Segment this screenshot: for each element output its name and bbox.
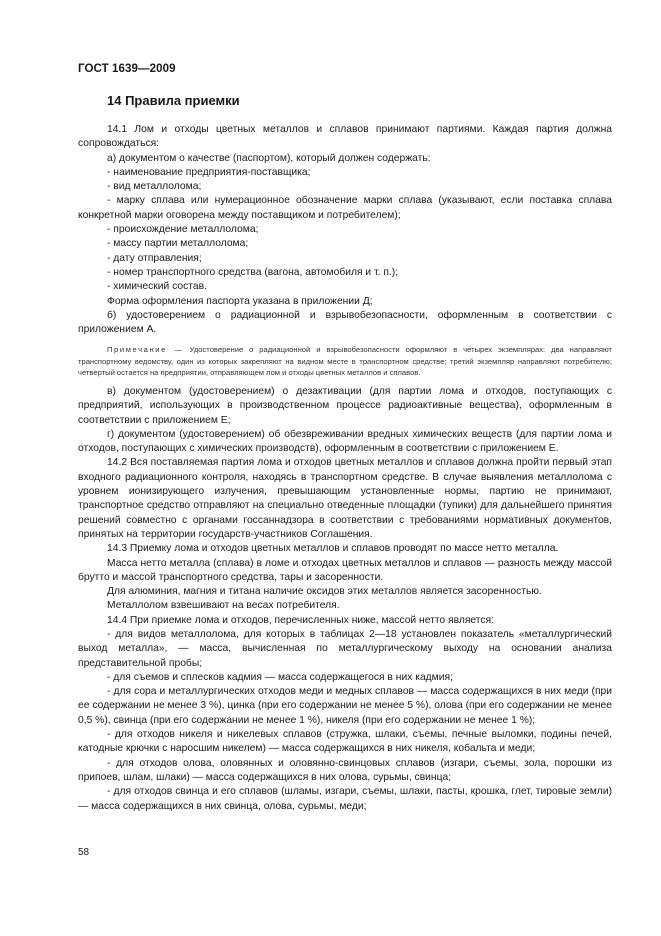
paragraph: 14.4 При приемке лома и отходов, перечисленных ниже, массой нетто является: xyxy=(107,614,494,626)
note xyxy=(78,344,612,379)
note-text: Удостоверение о радиационной и взрывобезопасности оформляют в четырех экземплярах: два направляют транспортному ведомству, один из которых закрепляют на видном месте в транспортном средстве; третий экземпляр направляют потребителю; четвертый остается на предприятии, отправляющем лом и отходы цветных металлов и сплавов. xyxy=(78,345,613,378)
list-item: - для съемов и сплесков кадмия — масса содержащегося в них кадмия; xyxy=(107,671,453,683)
list-item: - для видов металлолома, для которых в таблицах 2—18 установлен показатель «металлургический выход металла», — масса, вычисленная по металлургическому выходу на основании анализа представительной пробы; xyxy=(78,629,612,669)
paragraph: г) документом (удостоверением) об обезвреживании вредных химических веществ (для партии лома и отходов, поступающих с химических производств), оформленным в соответствии с приложением Е. xyxy=(78,428,612,455)
list-item: - для отходов свинца и его сплавов (шламы, изгари, съемы, шлаки, пасты, крошка, глет, тировые земли) — масса содержащихся в них свинца, олова, сурьмы, меди; xyxy=(78,786,612,812)
list-item: - для отходов олова, оловянных и оловянно-свинцовых сплавов (изгари, съемы, зола, порошки из припоев, шлам, шлаки) — масса содержащихся в них олова, сурьмы, свинца; xyxy=(78,757,612,783)
paragraph: 14.1 Лом и отходы цветных металлов и сплавов принимают партиями. Каждая партия должна сопровождаться: xyxy=(78,124,612,150)
paragraph: Для алюминия, магния и титана наличие оксидов этих металлов является засоренностью. xyxy=(107,586,542,598)
list-item: - для сора и металлургических отходов меди и медных сплавов — масса содержащихся в них меди (при ее содержании не менее 3 %), цинка (при его содержании не менее 5 %), олова (при его содержании не менее 0,5 %), свинца (при его содержании не менее 1 %), никеля (при его содержании не менее 1 %); xyxy=(78,686,612,726)
list-item: - массу партии металлолома; xyxy=(107,238,249,250)
paragraph: а) документом о качестве (паспортом), который должен содержать: xyxy=(107,152,431,164)
note-lead: Примечание — xyxy=(107,345,184,355)
document-header: ГОСТ 1639—2009 xyxy=(78,63,176,75)
document-body xyxy=(78,123,612,814)
section-title: 14 Правила приемки xyxy=(107,93,240,108)
list-item: - вид металлолома; xyxy=(107,181,202,193)
paragraph: б) удостоверением о радиационной и взрывобезопасности, оформленным в соответствии с приложением А. xyxy=(78,309,612,336)
list-item: - номер транспортного средства (вагона, автомобиля и т. п.); xyxy=(107,266,399,278)
page-number: 58 xyxy=(78,847,90,858)
list-item: - происхождение металлолома; xyxy=(107,224,259,236)
paragraph: Металлолом взвешивают на весах потребителя. xyxy=(107,600,340,612)
list-item: - наименование предприятия-поставщика; xyxy=(107,166,311,178)
list-item: - химический состав. xyxy=(107,281,207,293)
paragraph: Форма оформления паспорта указана в приложении Д; xyxy=(107,295,373,307)
list-item: - марку сплава или нумерационное обозначение марки сплава (указывают, если поставка сплава конкретной марки оговорена между поставщиком и потребителем); xyxy=(78,195,612,221)
list-item: - для отходов никеля и никелевых сплавов (стружка, шлаки, съемы, печные выломки, подины печей, катодные крючки с наросшим никелем) — масса содержащихся в них никеля, кобальта и меди; xyxy=(78,729,612,755)
paragraph: в) документом (удостоверением) о дезактивации (для партии лома и отходов, поступающих с предприятий, использующих в производственном процессе радиоактивные вещества), оформленным в соответствии с приложением Е; xyxy=(78,385,612,426)
list-item: - дату отправления; xyxy=(107,252,202,264)
paragraph: Масса нетто металла (сплава) в ломе и отходах цветных металлов и сплавов — разность между массой брутто и массой транспортного средства, тары и засоренности. xyxy=(78,557,612,583)
paragraph: 14.3 Приемку лома и отходов цветных металлов и сплавов проводят по массе нетто металла. xyxy=(107,543,559,555)
paragraph: 14.2 Вся поставляемая партия лома и отходов цветных металлов и сплавов должна пройти первый этап входного радиационного контроля, находясь в транспортном средстве. В случае выявления металлолома с уровнем ионизирующего излучения, превышающим установленные нормы, партию не принимают, транспортное средство отправляют на специально отведенные площадки (тупики) для дальнейшего принятия решений совместно с органами госсаннадзора в соответствии с требованиями нормативных документов, принятых на территории государств-участников Соглашения. xyxy=(78,457,612,540)
